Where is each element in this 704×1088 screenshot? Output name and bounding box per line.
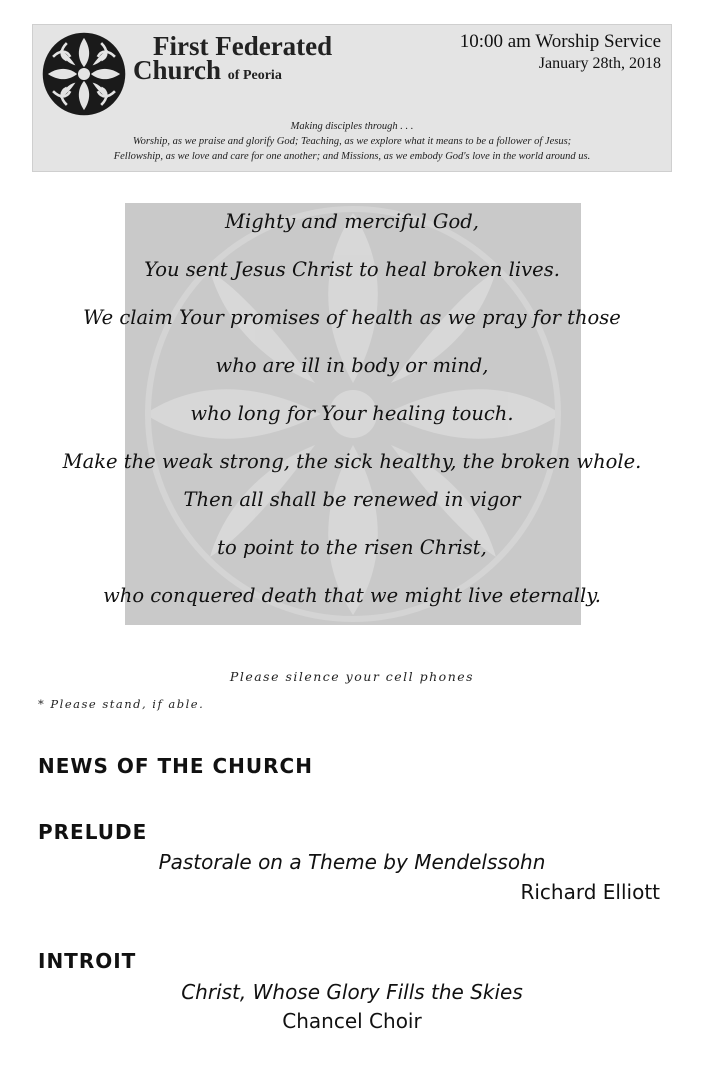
prayer-line: who conquered death that we might live eternally. bbox=[103, 584, 601, 607]
mission-line: Worship, as we praise and glorify God; Teaching, as we explore what it means to be a follower of Jesus; bbox=[132, 136, 572, 147]
mission-line: Fellowship, as we love and care for one another; and Missions, as we embody God's love in the world around us. bbox=[113, 151, 591, 162]
mission-statement bbox=[33, 119, 671, 164]
prayer-line: Then all shall be renewed in vigor bbox=[183, 488, 521, 511]
church-emblem-icon bbox=[41, 31, 127, 117]
prayer-line: We claim Your promises of health as we pray for those bbox=[83, 306, 621, 329]
prayer-line: who long for Your healing touch. bbox=[190, 402, 514, 425]
prelude-performer: Richard Elliott bbox=[520, 880, 660, 904]
prayer-line: You sent Jesus Christ to heal broken lives. bbox=[144, 258, 560, 281]
prayer-line: Mighty and merciful God, bbox=[225, 210, 479, 233]
church-name-line1: First Federated bbox=[153, 31, 333, 61]
stand-notice: * Please stand, if able. bbox=[38, 697, 205, 711]
service-info bbox=[460, 31, 661, 73]
prayer-line: Make the weak strong, the sick healthy, the broken whole. bbox=[62, 450, 642, 473]
service-date: January 28th, 2018 bbox=[538, 55, 661, 72]
introit-piece: Christ, Whose Glory Fills the Skies bbox=[181, 980, 523, 1004]
introit-performer: Chancel Choir bbox=[282, 1009, 422, 1033]
news-heading: NEWS OF THE CHURCH bbox=[38, 754, 313, 778]
introit-heading: INTROIT bbox=[38, 949, 137, 973]
church-name bbox=[133, 33, 332, 84]
prayer-line: who are ill in body or mind, bbox=[215, 354, 489, 377]
church-location: of Peoria bbox=[227, 68, 282, 83]
church-name-line2 bbox=[133, 57, 332, 84]
silence-phones-notice: Please silence your cell phones bbox=[229, 669, 475, 684]
bulletin-header bbox=[32, 24, 672, 172]
church-word: Church bbox=[133, 55, 222, 85]
service-title: 10:00 am Worship Service bbox=[459, 31, 661, 52]
prelude-heading: PRELUDE bbox=[38, 820, 148, 844]
prayer-line: to point to the risen Christ, bbox=[217, 536, 487, 559]
prelude-piece: Pastorale on a Theme by Mendelssohn bbox=[158, 850, 546, 874]
mission-line: Making disciples through . . . bbox=[290, 121, 414, 132]
